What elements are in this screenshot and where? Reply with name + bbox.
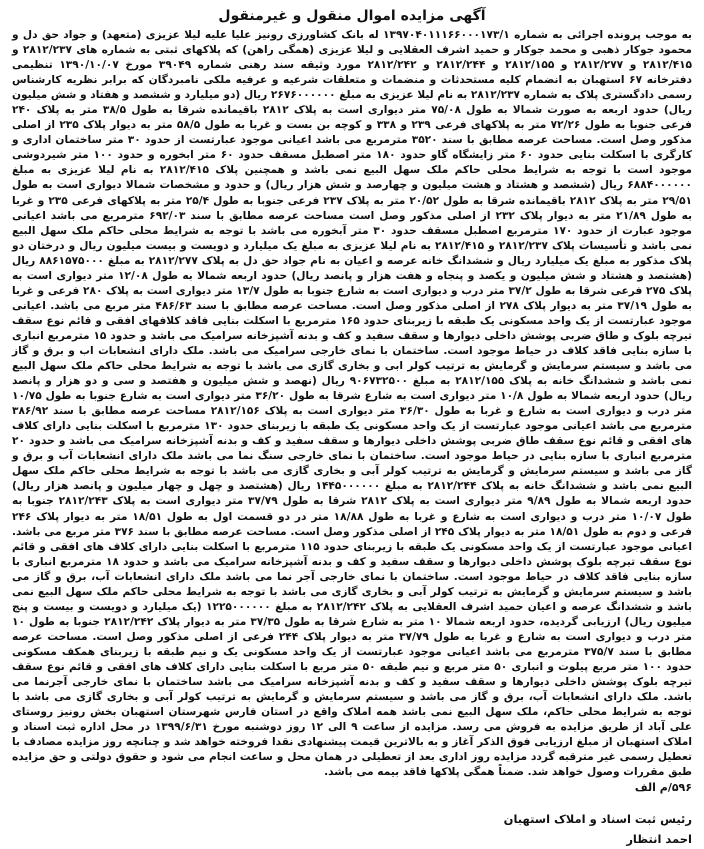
reference-code: ۵۹۶/م الف: [634, 781, 692, 795]
signature-title: رئیس ثبت اسناد و املاک استهبان: [503, 812, 692, 827]
signature-name: احمد انتظار: [626, 832, 692, 847]
notice-title: آگهی مزایده اموال منقول و غیرمنقول: [218, 8, 486, 24]
notice-body: به موجب پرونده اجرائی به شماره ۱۳۹۷۰۴۰۱۱۱۶۶۰۰۰۱۷۳/۱ له بانک کشاورزی رونیز علیا علیه لیلا عزیزی (متعهد) و جواد حق دل و محمود جوکار ذهبی و محمد جوکار و حمید اشرف العقلایی و لیلا عزیزی (همگی راهن) که پلاکهای ثبتی به شماره های ۲۸۱۲/۲۳۷ و ۲۸۱۲/۴۱۵ و ۲۸۱۲/۲۷۷ و ۲۸۱۲/۱۵۵ و ۲۸۱۲/۲۴۴ و ۲۸۱۲/۲۴۲ مورد وثیقه سند رهنی شماره ۳۹۰۴۹ مورخ ۱۳۹۰/۱۰/۰۷ تنظیمی دفترخانه ۶۷ استهبان به انضمام کلیه مستحدثات و منضمات و متعلقات شرعیه و عرفیه ملکی نامبردگان که برابر نظریه کارشناس رسمی دادگستری پلاک به شماره ۲۸۱۲/۲۳۷ به نام لیلا عزیزی به مبلغ ۲۶۷۶۰۰۰۰۰۰ ریال (دو میلیارد و ششصد و هفتاد و شش میلیون ریال) حدود اربعه به صورت شمالا به طول ۷۵/۰۸ متر دیواری است به پلاک ۲۸۱۲ باقیمانده شرقا به طول ۳۸/۵ متر به پلاک ۲۴۰ فرعی جنوبا به طول ۷۲/۲۶ متر به پلاکهای فرعی ۲۳۹ و ۳۳۸ و کوچه بن بست و غربا به طول ۵۸/۵ متر به دیوار پلاک ۲۳۵ از اصلی مذکور وصل است. مساحت عرصه مطابق با سند ۳۵۲۰ مترمربع می باشد اعیانی موجود عبارتست از حدود ۳۰ متر ساختمان اداری و کارگری با اسکلت بنایی حدود ۶۰ متر زایشگاه گاو حدود ۱۸۰ متر اصطبل مسقف حدود ۶۰ متر ابخوره و حدود ۱۰۰ متر شیردوشی موجود است با توجه به شرایط محلی حاکم ملک سهل البیع نمی باشد و همچنین پلاک ۲۸۱۲/۴۱۵ به نام لیلا عزیزی به مبلغ ۶۸۸۴۰۰۰۰۰۰ ریال (ششصد و هشتاد و هشت میلیون و چهارصد و شش هزار ریال) و حدود و مشخصات شمالا دیواری است به طول ۲۹/۵۱ متر به پلاک ۲۸۱۲ باقیمانده شرقا به طول ۲۰/۵۲ متر به پلاک ۲۳۷ فرعی جنوبا به طول ۲۵/۴ متر به پلاکهای فرعی ۲۳۵ و غربا به طول ۲۱/۸۹ متر به دیوار پلاک ۲۳۲ از اصلی مذکور وصل است مساحت عرصه مطابق با سند ۶۹۲/۰۳ مترمربع می باشد اعیانی موجود عبارت از حدود ۱۷۰ مترمربع اصطبل مسقف حدود ۳۰ متر آبخوره می باشد با توجه به شرایط محلی حاکم ملک سهل البیع نمی باشد و تأسیسات پلاک ۲۸۱۲/۲۳۷ و ۲۸۱۲/۴۱۵ به نام لیلا عزیزی به مبلغ یک میلیارد و دویست و بیست میلیون ریال و درختان دو پلاک مذکور به مبلغ یک میلیارد ریال و ششدانگ خانه عرصه و اعیان به نام جواد حق دل به پلاک ۲۸۱۲/۲۷۷ به مبلغ ۸۸۶۱۵۷۵۰۰۰ ریال (هشتصد و هشتاد و شش میلیون و یکصد و پنجاه و هفت هزار و پانصد ریال) حدود اربعه شمالا به طول ۱۲/۰۸ متر دیواری است به پلاک ۲۷۵ فرعی شرقا به طول ۳۷/۲ متر درب و دیواری است به شارع جنوبا به طول ۱۳/۷ متر دیواری است به پلاک ۲۸۰ فرعی و غربا به طول ۳۷/۱۹ متر به دیوار پلاک ۲۷۸ از اصلی مذکور وصل است. مساحت عرصه مطابق با سند ۴۸۶/۶۳ متر مربع می باشد. اعیانی موجود عبارتست از یک واحد مسکونی یک طبقه با زیربنای حدود ۱۶۵ مترمربع با اسکلت بنایی فاقد کلافهای افقی و قائم نوع سقف تیرچه بلوک و طاق ضربی پوشش داخلی دیوارها و سقف سفید و کف و بدنه آشپزخانه سرامیک می باشد و حدود ۱۵ مترمربع انباری با سازه بنایی فاقد کلاف در حیاط موجود است. ساختمان با نمای خارجی سرامیک می باشد. ملک دارای انشعابات اب و برق و گاز می باشد و سیستم سرمایش و گرمایش به ترتیب کولر ابی و بخاری گازی می باشد با توجه به شرایط محلی حاکم ملک سهل البیع نمی باشد و ششدانگ خانه به پلاک ۲۸۱۲/۱۵۵ به مبلغ ۹۰۶۷۳۲۵۰۰ ریال (نهصد و شش میلیون و هفتصد و سی و دو هزار و پانصد ریال) حدود اربعه شمالا به طول ۱۰/۸ متر دیواری است به شارع شرقا به طول ۳۶/۲۰ متر دیواری است به شارع جنوبا به طول ۱۰/۷۵ متر درب و دیواری است به شارع و غربا به طول ۳۶/۳۰ متر دیواری است به پلاک ۲۸۱۲/۱۵۶ مساحت عرصه مطابق با سند ۳۸۶/۹۲ مترمربع می باشد اعیانی موجود عبارتست از یک واحد مسکونی یک طبقه با زیربنای حدود ۱۳۰ مترمربع با اسکلت بنایی دارای کلاف های افقی و قائم نوع سقف طاق ضربی پوشش داخلی دیوارها و سقف سفید و کف و بدنه آشپزخانه سرامیک می باشد و حدود ۲۰ مترمربع انباری با سازه بنایی در حیاط موجود است. ساختمان با نمای خارجی سنگ نما می باشد ملک دارای انشعابات آب و برق و گاز می باشد و سیستم سرمایش و گرمایش به ترتیب کولر آبی و بخاری گازی می باشد با توجه به شرایط محلی حاکم ملک سهل البیع نمی باشد و ششدانگ خانه به پلاک ۲۸۱۲/۲۴۴ به مبلغ ۱۴۴۵۰۰۰۰۰۰ ریال (هشتصد و چهل و چهار میلیون و پانصد هزار ریال) حدود اربعه شمالا به طول ۹/۸۹ متر دیواری است به پلاک ۲۸۱۲ شرقا به طول ۳۷/۷۹ متر دیواری است به پلاک ۲۸۱۲/۲۴۳ جنوبا به طول ۱۰/۰۷ متر درب و دیواری است به شارع و غربا به طول ۱۸/۸۸ متر در دو قسمت اول به طول ۱۸/۵۱ متر به دیوار پلاک ۲۴۶ فرعی و دوم به طول ۱۸/۵۱ متر به دیوار پلاک ۲۴۵ از اصلی مذکور وصل است. مساحت عرصه مطابق با سند ۳۷۶ متر مربع می باشد. اعیانی موجود عبارتست از یک واحد مسکونی یک طبقه با زیربنای حدود ۱۱۵ مترمربع با اسکلت بنایی دارای کلاف های افقی و قائم نوع سقف تیرچه بلوک پوشش داخلی دیوارها و سقف سفید و کف و بدنه آشپزخانه سرامیک می باشد و حدود ۱۸ مترمربع انباری با سازه بنایی فاقد کلاف در حیاط موجود است. ساختمان با نمای خارجی آجر نما می باشد ملک دارای انشعابات آب، برق و گاز می باشد و سیستم سرمایش و گرمایش به ترتیب کولر آبی و بخاری گازی می باشد با توجه به شرایط محلی حاکم ملک سهل البیع نمی باشد و ششدانگ عرصه و اعیان حمید اشرف العقلایی به پلاک ۲۸۱۲/۲۴۲ به مبلغ ۱۲۲۵۰۰۰۰۰۰ (یک میلیارد و دویست و بیست و پنج میلیون ریال) ارزیابی گردیده، حدود اربعه شمالا ۱۰ متر به شارع شرقا به طول ۳۷/۳۵ متر به دیوار پلاک ۲۸۱۲/۲۴۲ جنوبا به طول ۱۰ متر درب و دیواری است به شارع و غربا به طول ۳۷/۷۹ متر به دیوار پلاک ۲۴۴ فرعی از اصلی مذکور وصل است. مساحت عرصه مطابق با سند ۳۷۵/۷ مترمربع می باشد اعیانی موجود عبارتست از یک واحد مسکونی یک و نیم طبقه با زیربنای همکف مسکونی حدود ۱۰۰ متر مربع پیلوت و انباری ۵۰ متر مربع و نیم طبقه ۵۰ متر مربع با اسکلت بنایی دارای کلاف های افقی و قائم نوع سقف تیرچه بلوک پوشش داخلی دیوارها و سقف سفید و کف و بدنه آشپزخانه سرامیک می باشد ساختمان با نمای خارجی آجرنما می باشد. ملک دارای انشعابات آب، برق و گاز می باشد و سیستم سرمایش و گرمایش به ترتیب کولر آبی و بخاری گازی می باشد با توجه به شرایط محلی حاکم، ملک سهل البیع نمی باشد همه املاک واقع در استان فارس شهرستان استهبان بخش رونیز روستای علی آباد از طریق مزایده به فروش می رسد. مزایده از ساعت ۹ الی ۱۲ روز دوشنبه مورخ ۱۳۹۹/۶/۳۱ در محل اداره ثبت اسناد و املاک استهبان از مبلغ ارزیابی فوق الذکر آغاز و به بالاترین قیمت پیشنهادی نقدا فروخته خواهد شد و چنانچه روز مزایده مصادف با تعطیل رسمی غیر مترقبه گردد مزایده روز اداری بعد از تعطیلی در همان محل و ساعت انجام می شود و حقوق دولتی و حق مزایده طبق مقررات وصول خواهد شد. ضمناً همگی پلاکها فاقد بیمه می باشد.: [12, 29, 693, 779]
